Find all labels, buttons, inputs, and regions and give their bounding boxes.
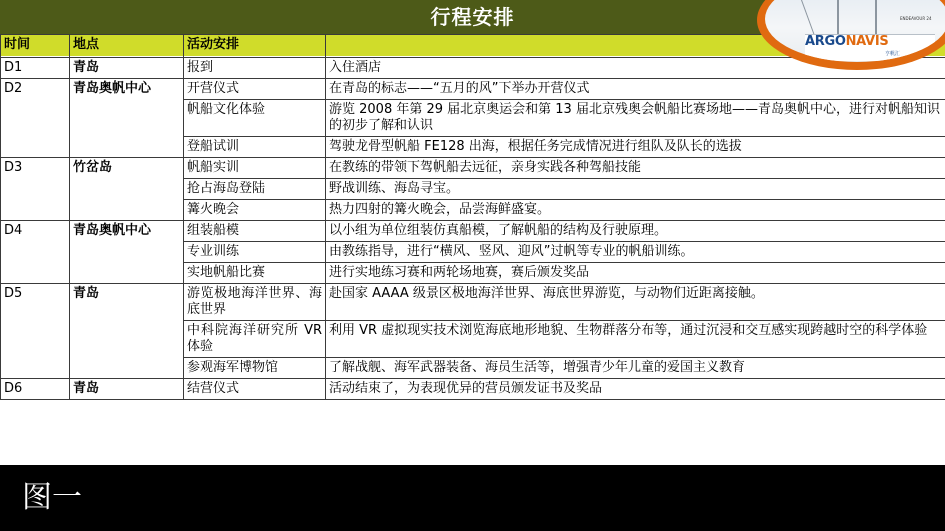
- logo-tag: ENDEAVOUR 24: [900, 16, 932, 21]
- activity-cell: 组装船模: [184, 221, 326, 242]
- activity-cell: 报到: [184, 58, 326, 79]
- day-cell: D2: [1, 79, 70, 158]
- logo-wordmark-b: NAVIS: [845, 34, 889, 49]
- detail-cell: 活动结束了，为表现优异的营员颁发证书及奖品: [326, 379, 945, 400]
- activity-cell: 抢占海岛登陆: [184, 179, 326, 200]
- logo-wordmark-a: ARGO: [805, 34, 846, 49]
- detail-cell: 游览 2008 年第 29 届北京奥运会和第 13 届北京残奥会帆船比赛场地——青岛奥帆中心，进行对帆船知识的初步了解和认识: [326, 100, 945, 137]
- detail-cell: 进行实地练习赛和两轮场地赛，赛后颁发奖品: [326, 263, 945, 284]
- activity-cell: 实地帆船比赛: [184, 263, 326, 284]
- activity-cell: 帆船文化体验: [184, 100, 326, 137]
- column-header: 地点: [70, 35, 184, 58]
- location-cell: 竹岔岛: [70, 158, 184, 221]
- location-cell: 青岛奥帆中心: [70, 79, 184, 158]
- day-cell: D3: [1, 158, 70, 221]
- activity-cell: 结营仪式: [184, 379, 326, 400]
- detail-cell: 在教练的带领下驾帆船去远征，亲身实践各种驾船技能: [326, 158, 945, 179]
- schedule-table: [0, 34, 945, 400]
- activity-cell: 参观海军博物馆: [184, 358, 326, 379]
- logo-subtitle: 亨帆汇: [885, 51, 901, 57]
- day-cell: D1: [1, 58, 70, 79]
- detail-cell: 驾驶龙骨型帆船 FE128 出海，根据任务完成情况进行组队及队长的选拔: [326, 137, 945, 158]
- detail-cell: 在青岛的标志——“五月的风”下举办开营仪式: [326, 79, 945, 100]
- location-cell: 青岛: [70, 379, 184, 400]
- table-row: [1, 158, 945, 179]
- location-cell: 青岛奥帆中心: [70, 221, 184, 284]
- activity-cell: 篝火晚会: [184, 200, 326, 221]
- activity-cell: 专业训练: [184, 242, 326, 263]
- day-cell: D5: [1, 284, 70, 379]
- detail-cell: 入住酒店: [326, 58, 945, 79]
- sailboat-image: [765, 0, 945, 62]
- detail-cell: 由教练指导，进行“横风、竖风、迎风”过帆等专业的帆船训练。: [326, 242, 945, 263]
- detail-cell: 以小组为单位组装仿真船模，了解帆船的结构及行驶原理。: [326, 221, 945, 242]
- figure-caption: 图一: [22, 480, 82, 515]
- detail-cell: 赴国家 AAAA 级景区极地海洋世界、海底世界游览，与动物们近距离接触。: [326, 284, 945, 321]
- column-header: 时间: [1, 35, 70, 58]
- location-cell: 青岛: [70, 58, 184, 79]
- day-cell: D4: [1, 221, 70, 284]
- day-cell: D6: [1, 379, 70, 400]
- logo-wordmark: [805, 34, 888, 49]
- activity-cell: 登船试训: [184, 137, 326, 158]
- activity-cell: 开营仪式: [184, 79, 326, 100]
- activity-cell: 帆船实训: [184, 158, 326, 179]
- schedule-body: [1, 35, 945, 400]
- detail-cell: 了解战舰、海军武器装备、海员生活等，增强青少年儿童的爱国主义教育: [326, 358, 945, 379]
- table-row: [1, 79, 945, 100]
- detail-cell: 热力四射的篝火晚会，品尝海鲜盛宴。: [326, 200, 945, 221]
- table-row: [1, 284, 945, 321]
- activity-cell: 游览极地海洋世界、海底世界: [184, 284, 326, 321]
- activity-cell: 中科院海洋研究所 VR 体验: [184, 321, 326, 358]
- table-row: [1, 379, 945, 400]
- page-title: 行程安排: [430, 5, 515, 29]
- detail-cell: 野战训练、海岛寻宝。: [326, 179, 945, 200]
- column-header: 活动安排: [184, 35, 326, 58]
- table-row: [1, 221, 945, 242]
- detail-cell: 利用 VR 虚拟现实技术浏览海底地形地貌、生物群落分布等，通过沉浸和交互感实现跨越时空的科学体验: [326, 321, 945, 358]
- location-cell: 青岛: [70, 284, 184, 379]
